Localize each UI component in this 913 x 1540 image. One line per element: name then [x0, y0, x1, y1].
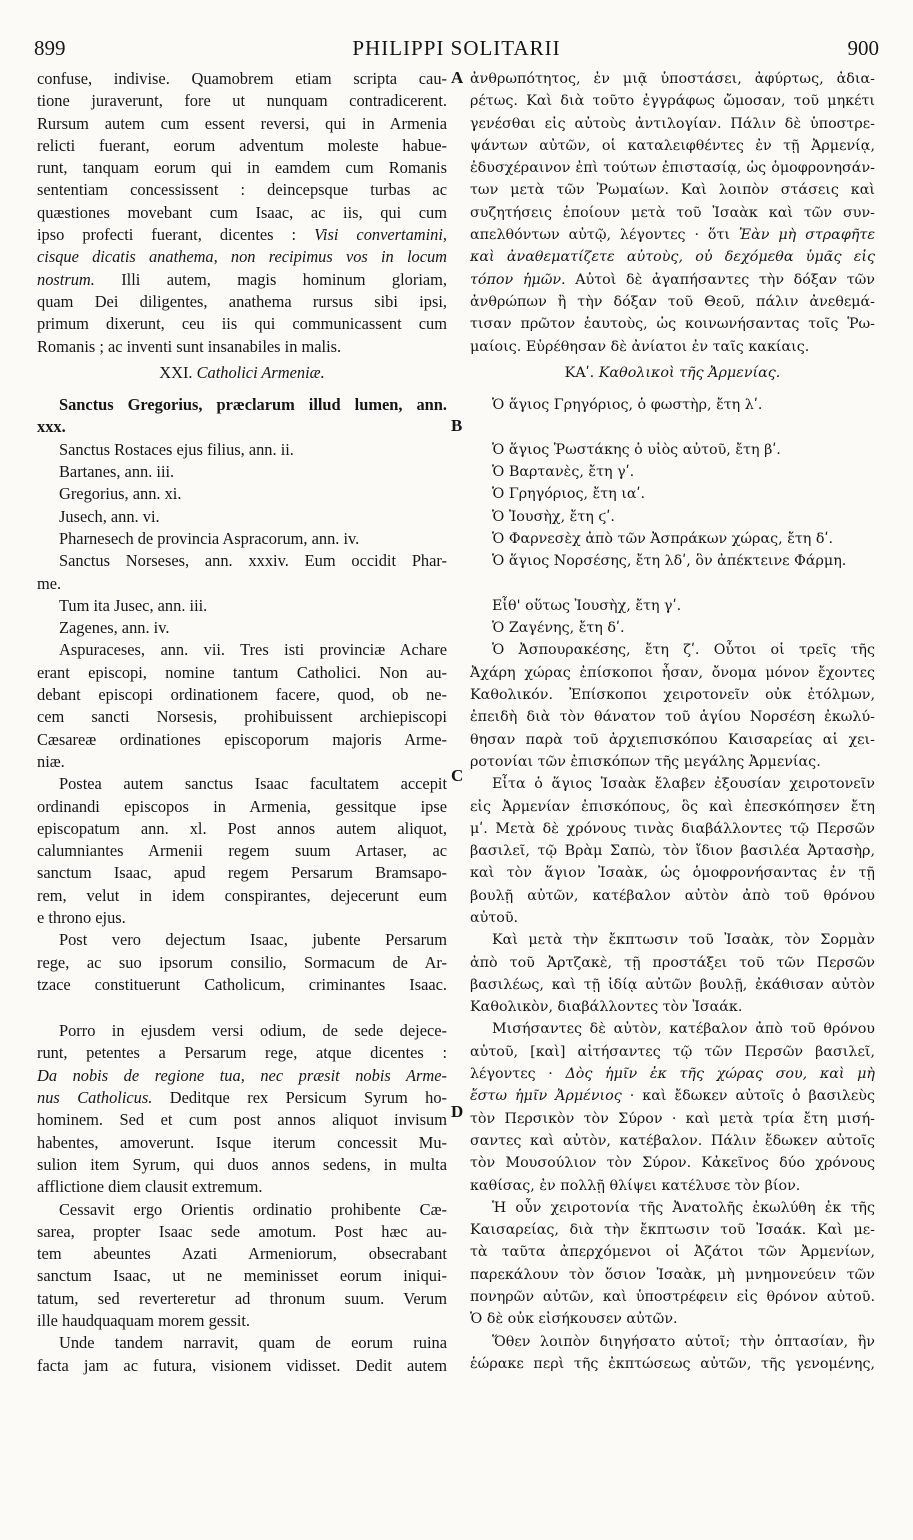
greek-column — [470, 68, 875, 1375]
text-line: afflictione diem clausit extremum. — [37, 1177, 263, 1197]
text-line — [470, 269, 875, 291]
list-item: Ὁ ἅγιος Νορσέσης, ἔτη λδʹ, ὃν ἀπέκτεινε Φάρμη. — [492, 553, 847, 570]
text-line: sarea, propter Isaac sede amotum. Post hæc au- — [37, 1221, 447, 1241]
list-item: Ὁ ἅγιος Γρηγόριος, ὁ φωστὴρ, ἔτη λʹ. — [492, 397, 763, 414]
text-line: rem, velut in idem conspirantes, dejecerunt eum — [37, 885, 447, 905]
text-line: ordinandi episcopos in Armenia, gessitque ipse — [37, 796, 447, 816]
text-line: σαντες καὶ αὐτὸν, κατέβαλον. Πάλιν ἔδωκεν αὐτοῖς — [470, 1132, 875, 1149]
text-line: facta jam ac futura, visionem vidisset. Dedit autem — [37, 1355, 447, 1375]
list-item: Bartanes, ann. iii. — [59, 462, 175, 482]
italic-span: Visi convertamini, — [314, 225, 447, 245]
text-line: των μετὰ τῶν Ῥωμαίων. Καὶ λοιπὸν στάσεις καὶ — [470, 182, 875, 199]
text-span: Αὐτοὶ δὲ ἀγαπήσαντες τὴν δόξαν τῶν — [565, 271, 875, 288]
text-line: relicti fuerant, eorum adventum moleste habue- — [37, 135, 447, 155]
text-line: θησαν παρὰ τοῦ ἀρχιεπισκόπου Καισαρείας αἱ χει- — [470, 731, 875, 748]
list-item: Ὁ ἅγιος Ῥωστάκης ὁ υἱὸς αὐτοῦ, ἔτη βʹ. — [492, 441, 781, 458]
list-item: Gregorius, ann. xi. — [59, 484, 182, 504]
text-line: Da nobis de regione tua, nec præsit nobis Arme- — [37, 1065, 447, 1085]
text-line: Unde tandem narravit, quam de eorum ruina — [59, 1333, 447, 1353]
list-item: Ὁ Φαρνεσὲχ ἀπὸ τῶν Ἀσπράκων χώρας, ἔτη δʹ. — [492, 530, 834, 547]
text-line: Ἡ οὖν χειροτονία τῆς Ἀνατολῆς ἐκωλύθη ἐκ τῆς — [492, 1199, 875, 1216]
running-title: PHILIPPI SOLITARII — [352, 36, 561, 60]
text-line: Μισήσαντες δὲ αὐτὸν, κατέβαλον ἀπὸ τοῦ θρόνου — [492, 1021, 875, 1038]
text-line: calumniantes Armenii regem suum Artaser, ac — [37, 841, 447, 861]
page-header — [34, 36, 879, 64]
text-line: καθίσας, ἐν πολλῇ θλίψει κατέλυσε τὸν βίον. — [470, 1177, 801, 1194]
italic-span: ἔστω ἡμῖν Ἀρμένιος — [470, 1088, 622, 1105]
text-line: μαίοις. Εὑρέθησαν δὲ ἀνίατοι ἐν ταῖς κακίαις. — [470, 338, 810, 355]
section-number: XXI. — [159, 362, 197, 382]
text-span: απελθόντων αὐτῷ, λέγοντες · ὅτι — [470, 227, 739, 244]
list-item: Jusech, ann. vi. — [59, 506, 160, 526]
section-number: ΚΑʹ. — [564, 364, 599, 381]
text-line: habentes, amoverunt. Isque iterum concessit Mu- — [37, 1132, 447, 1152]
text-line: βασιλεῖ, τῷ Βρὰμ Σαπὼ, τὸν ἴδιον βασιλέα Ἀρτασὴρ, — [470, 843, 875, 860]
text-line: rege, ac suo ipsorum consilio, Sormacum de Ar- — [37, 952, 447, 972]
text-line: Post vero dejectum Isaac, jubente Persarum — [59, 930, 447, 950]
text-line: confuse, indivise. Quamobrem etiam scripta cau- — [37, 69, 447, 88]
text-line: quam Dei diligentes, anathema rursus sibi ipsi, — [37, 291, 447, 311]
margin-letter-b: B — [451, 416, 463, 435]
margin-letter-d: D — [451, 1102, 464, 1121]
text-line: episcopatum ann. xl. Post annos autem aliquot, — [37, 818, 447, 838]
margin-letter-a: A — [451, 68, 464, 87]
text-span: λέγοντες · — [470, 1066, 566, 1083]
margin-letter-c: C — [451, 766, 464, 785]
text-line: Ἀχάρη χώρας ἐπίσκοποι ἦσαν, ὄνομα μόνον ἔχοντες — [470, 664, 875, 681]
text-line: Rursum autem cum essent reversi, qui in Armenia — [37, 113, 447, 133]
text-line: εἰς Ἀρμενίαν ἐπισκόπους, ὃς καὶ ἐπεσκόπησεν ἔτη — [470, 798, 875, 815]
text-line: hominem. Sed et cum post annos aliquot invisum — [37, 1110, 447, 1130]
text-line — [470, 1063, 875, 1085]
text-line: παρεκάλουν τὸν ὅσιον Ἰσαὰκ, μὴ μνημονεύειν τῶν — [470, 1266, 875, 1283]
list-item: Ὁ Ζαγένης, ἔτη δʹ. — [492, 620, 625, 637]
latin-column — [37, 68, 447, 1377]
text-line: ροτονίαι τῶν ἐπισκόπων τῆς μεγάλης Ἀρμενίας. — [470, 753, 821, 770]
list-item: Pharnesech de provincia Aspracorum, ann. iv. — [59, 528, 360, 548]
text-line: καὶ ἀναθεματίζετε αὐτοὺς, οὐ δεχόμεθα ὑμᾶς εἰς — [470, 249, 875, 266]
text-span: ipso profecti fuerant, dicentes : — [37, 225, 315, 245]
text-line: sulion item Syrum, qui duos annos sedens, in multa — [37, 1154, 447, 1174]
text-line: Cessavit ergo Orientis ordinatio prohibente Cæ- — [59, 1199, 447, 1219]
text-line: Εἶτα ὁ ἅγιος Ἰσαὰκ ἔλαβεν ἐξουσίαν χειροτονεῖν — [492, 776, 875, 793]
list-item: Εἶθ' οὕτως Ἰουσὴχ, ἔτη γʹ. — [492, 597, 682, 614]
text-line: ψάντων αὐτῶν, οἱ καταλειφθέντες ἐν τῇ Ἀρμενίᾳ, — [470, 137, 875, 154]
text-line: αὐτοῦ. — [470, 909, 519, 926]
section-title: Καθολικοὶ τῆς Ἀρμενίας. — [598, 364, 781, 381]
text-line: tem abeuntes Azati Armeniorum, obsecrabant — [37, 1244, 447, 1264]
text-line: quæstiones movebant cum Isaac, ac iis, qui cum — [37, 202, 447, 222]
text-line: debant episcopi ordinationem facere, quod, ob ne- — [37, 685, 447, 705]
list-item: Ὁ Γρηγόριος, ἔτη ιαʹ. — [492, 486, 646, 503]
text-line: runt, petentes a Persarum rege, atque dicentes : — [37, 1043, 447, 1063]
list-item — [470, 416, 875, 438]
text-line: Romanis ; ac inventi sunt insanabiles in malis. — [37, 336, 342, 356]
text-span: Deditque rex Persicum Syrum ho- — [152, 1088, 448, 1108]
text-line: ille haudquaquam morem gessit. — [37, 1311, 251, 1331]
text-line: καὶ τὸν ἅγιον Ἰσαὰκ, ὡς ὁμοφρονήσαντας ἐν τῇ — [470, 865, 875, 882]
text-line: ἑώρακε περὶ τῆς ἐκπτώσεως αὐτῶν, τῆς γενομένης, — [470, 1355, 875, 1372]
list-item: Sanctus Norseses, ann. xxxiv. Eum occidit Phar- — [59, 551, 447, 571]
text-line — [470, 1085, 875, 1107]
text-line: sanctum Isaac, ut ne meminisset eorum iniqui- — [37, 1266, 447, 1286]
list-item: Ὁ Ἰουσὴχ, ἔτη ϛʹ. — [492, 508, 615, 525]
text-line: μʹ. Μετὰ δὲ χρόνους τινὰς διαβάλλοντες τῷ Περσῶν — [470, 820, 875, 837]
page-number-left: 899 — [34, 36, 66, 60]
section-heading — [37, 362, 447, 384]
text-line: Καθολικόν. Ἐπίσκοποι χειροτονεῖν οὐκ ἐτόλμων, — [470, 687, 875, 704]
text-line: Καισαρείας, διὰ τὴν ἔκπτωσιν τοῦ Ἰσαάκ. Καὶ με- — [470, 1222, 875, 1239]
text-line: tione juraverunt, fore ut nunquam contradicerent. — [37, 91, 447, 111]
text-line: tzace constituerunt Catholicum, criminantes Isaac. — [37, 974, 447, 994]
list-item: Ὁ Βαρτανὲς, ἔτη γʹ. — [492, 464, 635, 481]
italic-span: Δὸς ἡμῖν ἐκ τῆς χώρας σου, καὶ μὴ — [565, 1066, 875, 1083]
text-line: ἀνθρωπότητος, ἐν μιᾷ ὑποστάσει, ἀφύρτως, ἀδια- — [470, 71, 875, 87]
text-line: τισαν πρῶτον ἑαυτοὺς, ὡς κοινωνήσαντας τοῖς Ῥω- — [470, 316, 875, 333]
list-item — [470, 573, 875, 595]
text-line: τὰ ταῦτα ἀπερχόμενοι οἱ Ἀζάτοι τῶν Ἀρμενίων, — [470, 1244, 875, 1261]
text-line: erant episcopi, nomine tantum Catholici. Non au- — [37, 662, 447, 682]
text-line: τὸν Περσικὸν τὸν Σύρον · καὶ μετὰ τρία ἔτη μισή- — [470, 1110, 875, 1127]
text-line: Cæsareæ ordinationes episcoporum majoris Arme- — [37, 729, 447, 749]
text-line: Porro in ejusdem versi odium, de sede dejece- — [59, 1021, 447, 1041]
text-line: ἀνθρώπων ἢ τὴν δόξαν τοῦ Θεοῦ, πάλιν ἀνεθεμά- — [470, 293, 875, 310]
text-span: · καὶ ἔδωκεν αὐτοῖς ὁ βασιλεὺς — [621, 1088, 875, 1105]
text-line: συζητήσεις ἐποίουν μετὰ τοῦ Ἰσαὰκ καὶ τῶν συν- — [470, 204, 875, 221]
text-line: runt, tanquam eorum qui in eamdem cum Romanis — [37, 158, 447, 178]
text-line — [470, 224, 875, 246]
text-line: tatum, sed reverteretur ad thronum suum. Verum — [37, 1288, 447, 1308]
list-item: Sanctus Rostaces ejus filius, ann. ii. — [59, 439, 294, 459]
text-line: primum dixerunt, ceu iis qui communicassent cum — [37, 314, 447, 334]
text-line: ἐπειδὴ διὰ τὸν θάνατον τοῦ ἁγίου Νορσέση ἐκωλύ- — [470, 709, 875, 726]
list-item: Zagenes, ann. iv. — [59, 618, 170, 638]
italic-span: nostrum. — [37, 269, 95, 289]
text-line: Ὁ Ἀσπουρακέσης, ἔτη ζʹ. Οὗτοι οἱ τρεῖς τῆς — [492, 642, 875, 659]
text-span: Illi autem, magis hominum gloriam, — [94, 269, 447, 289]
text-line: ἀπὸ τοῦ Ἀρτζακὲ, τῇ προστάξει τοῦ τῶν Περσῶν — [470, 954, 875, 971]
text-line — [37, 224, 447, 246]
section-title: Catholici Armeniæ. — [196, 362, 325, 382]
text-line — [37, 269, 447, 291]
text-line: γενέσθαι εἰς αὐτοὺς ἀντιλογίαν. Πάλιν δὲ ὑποστρε- — [470, 115, 875, 132]
text-line: e throno ejus. — [37, 907, 126, 927]
text-line: βασιλέως, καὶ τῇ ἰδίᾳ αὐτῶν βουλῇ, ἐκάθισαν αὐτὸν — [470, 976, 875, 993]
text-line: τὸν Μουσούλιον τὸν Σύρον. Κἀκεῖνος δύο χρόνους — [470, 1155, 875, 1172]
italic-span: nus Catholicus. — [37, 1088, 153, 1108]
section-heading — [470, 362, 875, 384]
text-line: Aspuraceses, ann. vii. Tres isti provinciæ Achare — [59, 640, 447, 660]
text-line: Ὁ δὲ οὐκ εἰσήκουσεν αὐτῶν. — [470, 1311, 678, 1328]
text-line: Postea autem sanctus Isaac facultatem accepit — [59, 774, 447, 794]
text-line: ἐδυσχέραινον ἐπὶ τούτων ἐπιστασίᾳ, ὡς ὁμοφρονησάν- — [470, 160, 875, 177]
text-line — [37, 1087, 447, 1109]
text-line: Ὅθεν λοιπὸν διηγήσατο αὐτοῖ; τὴν ὀπτασίαν, ἣν — [492, 1333, 875, 1350]
text-line: niæ. — [37, 751, 65, 771]
text-line: cisque dicatis anathema, non recipimus vos in locum — [37, 247, 447, 267]
text-line: sententiam concessissent : deincepsque turbas ac — [37, 180, 447, 200]
italic-span: τόπον ἡμῶν. — [470, 271, 566, 288]
list-item: Sanctus Gregorius, præclarum illud lumen, ann. — [59, 395, 447, 415]
text-line: βουλῇ αὐτῶν, κατέβαλον αὐτὸν ἀπὸ τοῦ θρόνου — [470, 887, 875, 904]
text-line: sanctum Isaac, apud regem Persarum Bramsapo- — [37, 863, 447, 883]
list-item: me. — [37, 573, 62, 593]
text-line: cem sancti Norsesis, prohibuissent archiepiscopi — [37, 707, 447, 727]
list-item: Tum ita Jusec, ann. iii. — [59, 595, 208, 615]
text-line: Καθολικὸν, διαβάλλοντες τὸν Ἰσαάκ. — [470, 999, 743, 1016]
text-line: ρέτως. Καὶ διὰ τοῦτο ἐγγράφως ὤμοσαν, τοῦ μηκέτι — [470, 93, 875, 110]
text-line: αὐτοῦ, [καὶ] αἰτήσαντες τῷ τῶν Περσῶν βασιλεῖ, — [470, 1043, 875, 1060]
text-line: πονηρῶν αὐτῶν, καὶ ὑποστρέφειν εἰς θρόνον αὐτοῦ. — [470, 1289, 875, 1306]
text-line: Καὶ μετὰ τὴν ἔκπτωσιν τοῦ Ἰσαὰκ, τὸν Σορμὰν — [492, 932, 875, 949]
page-number-right: 900 — [847, 36, 879, 60]
italic-span: Ἐὰν μὴ στραφῆτε — [738, 227, 875, 244]
list-item: xxx. — [37, 417, 66, 437]
